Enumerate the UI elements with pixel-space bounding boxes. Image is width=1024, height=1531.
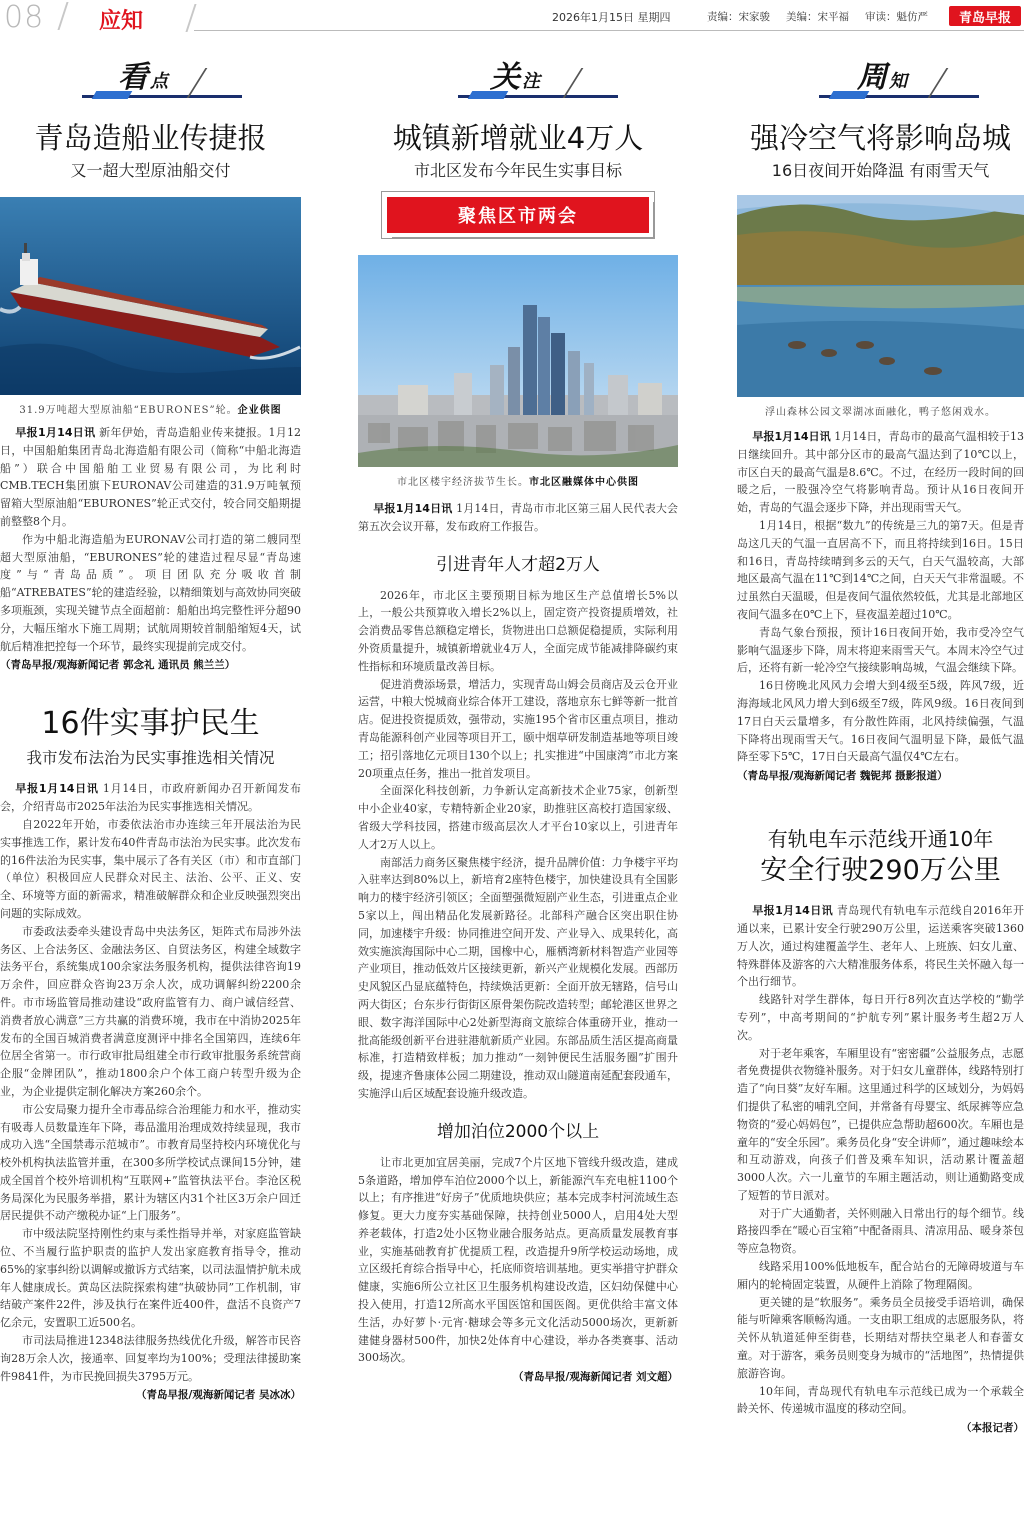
photo-caption: 31.9万吨超大型原油船“EBURONES”轮。企业供图 [19, 405, 282, 416]
paragraph: 对于广大通勤者，关怀则融入日常出行的每个细节。线路接四季在“暖心百宝箱”中配备雨具、清凉用品、暖身茶包等应急物资。 [737, 1206, 1024, 1256]
byline: （本报记者） [961, 1422, 1024, 1435]
editor-credit: 审读：魁仿严 [865, 11, 928, 23]
paragraph: 2026年，市北区主要预期目标为地区生产总值增长5%以上，一般公共预算收入增长2%以上，固定资产投资提质增效，社会消费品零售总额稳定增长，货物进出口总额促稳提质，实际利用外资质量提升，城镇新增就业4万人，全面完成节能减排降碳约束性指标和环境质量改善目标。 [358, 588, 678, 673]
kicker [737, 56, 1024, 104]
paragraph: 作为中船北海造船为EURONAV公司打造的第二艘同型超大型原油船，“EBURONES”轮的建造过程尽显“青岛速度”与“青岛品质”。项目团队充分吸收首制船“ATREBATES”轮的建造经验，以精细策划与高效协同突破多项瓶颈，实现关键节点全面超前：船舶出坞完整性评分超90分，大幅压缩水下施工周期；试航周期较首制船缩短4天，试航后精准把控每一个环节，最终实现提前完成交付。 [0, 532, 301, 653]
article-body [358, 1154, 678, 1368]
header-rule [194, 30, 1024, 31]
paragraph: 线路针对学生群体，每日开行8列次直达学校的“勤学专列”，中高考期间的“护航专列”累计服务考生超2万人次。 [737, 993, 1024, 1042]
headline: 青岛造船业传捷报 [34, 121, 267, 155]
kicker-slash [563, 68, 584, 98]
kicker [0, 56, 301, 104]
paragraph: 促进消费添场景，增活力，实现青岛山姆会员商店及云仓开业运营，中粮大悦城商业综合体开工建设，落地京东七鲜等新一批首店。促进投资提质效，强带动，实施195个省市区重点项目，推动青岛能源科创产业园等项目开工，颐中烟草研发制造基地等项目竣工；招引落地亿元项目130个以上；扎实推进“中国康湾”市北方案20项重点任务，推出一批首发项目。 [358, 677, 678, 780]
dateline: 早报1月14日讯 [15, 426, 96, 439]
header-divider [185, 4, 196, 32]
subheadline: 市北区发布今年民生实事目标 [413, 161, 622, 180]
paragraph: 市委政法委牵头建设青岛中央法务区，矩阵式布局涉外法务区、上合法务区、金融法务区、自贸法务区，构建全域数字法务平台，系统集成100余家法务服务机构，提供法律咨询19万余件，回应群众咨询23万余人次，成功调解纠纷2200余件。市市场监管局推动建设“政府监管有力、商户诚信经营、消费者放心满意”三方共赢的消费环境，我市在中消协2025年发布的全国百城消费者满意度测评中排名全国第四，连续6年位居全省第一。市行政审批局组建全市行政审批服务系统营商企服“金牌团队”，推动1800余户个体工商户转型升级为企业，为企业提供定制化解决方案260余个。 [0, 924, 301, 1098]
paragraph: 全面深化科技创新，力争新认定高新技术企业75家，创新型中小企业40家，专精特新企业20家，助推驻区高校打造国家级、省级大学科技园，搭建市级高层次人才平台10家以上，引进青年人才2万人以上。 [358, 784, 678, 851]
byline: （青岛早报/观海新闻记者 吴冰冰） [136, 1389, 301, 1402]
article-body: 早报1月14日讯 1月14日，青岛市市北区第三届人民代表大会第五次会议开幕，发布政府工作报告。 [358, 502, 679, 533]
subheadline: 又一超大型原油船交付 [70, 161, 231, 180]
dateline: 早报1月14日讯 [15, 782, 99, 796]
dateline: 早报1月14日讯 [752, 430, 831, 443]
column-right [737, 56, 1024, 1435]
section-subheading: 引进青年人才超2万人 [436, 554, 600, 575]
column-left [0, 56, 301, 1402]
kicker-text: 关注 [490, 60, 540, 95]
paragraph: 线路采用100%低地板车，配合站台的无障碍坡道与车厢内的轮椅固定装置，从硬件上消除了物理隔阂。 [737, 1260, 1024, 1291]
byline: （青岛早报/观海新闻记者 郭念礼 通讯员 熊兰兰） [0, 659, 236, 672]
section-subheading: 增加泊位2000个以上 [436, 1121, 600, 1142]
paragraph: 青岛气象台预报，预计16日夜间开始，我市受冷空气影响气温逐步下降，周末将迎来雨雪天气。本周末冷空气过后，还将有新一轮冷空气接续影响岛城，气温会继续下降。 [737, 625, 1024, 675]
dateline: 早报1月14日讯 [373, 502, 453, 515]
editor-credit: 责编：宋家骏 [707, 11, 770, 23]
tram-story-head [737, 823, 1024, 888]
paragraph: 10年间，青岛现代有轨电车示范线已成为一个承载全龄关怀、传递城市温度的移动空间。 [737, 1384, 1024, 1416]
headline: 安全行驶290万公里 [760, 855, 1001, 887]
paragraph: 对于老年乘客，车厢里设有“密密疆”公益服务点，志愿者免费提供衣物缝补服务。对于妇女儿童群体，线路特别打造了“向日葵”友好车厢。这里通过科学的区域划分，为妈妈们提供了私密的哺乳空间，并常备有母婴宝、纸尿裤等应急物资的“爱心妈妈包”，已提供应急帮助超600次。车厢也是童年的“安全乐园”。乘务员化身“安全讲师”，通过趣味绘本和互动游戏，向孩子们普及乘车知识，活动累计覆盖超3000人次。六一儿童节的车厢主题活动，则让通勤路变成了短暂的节日派对。 [737, 1046, 1024, 1202]
byline: （青岛早报/观海新闻记者 刘文超） [513, 1371, 678, 1384]
paragraph: 市公安局聚力提升全市毒品综合治理能力和水平，推动实有吸毒人员数量连年下降，毒品滥用治理成效持续显现，我市成功入选“全国禁毒示范城市”。市教育局坚持校内环境优化与校外机构执法监管并重，在300多所学校试点课间15分钟，建成全国首个校外培训机构“互联网+”监管执法平台。李沧区税务局深化为民服务举措，累计为辖区内31个社区3万余户回迁居民提供不动产缴税办证“上门服务”。 [0, 1102, 301, 1223]
article-body: 早报1月14日讯 1月14日，市政府新闻办召开新闻发布会，介绍青岛市2025年法治为民实事推选相关情况。 自2022年开始，市委依法治市办连续三年开展法治为民实事推选工作，累计发布40件青岛市法治为民实事。此次发布的16件法治为民实事，集中展示了各有关区（市）和市直部门（单位）积极回应人民群众对民主、法治、公平、正义、安全、环境等方面的新需求，精准破解群众和企业反映强烈突出问题的实际成效。 市委政法委牵头建设青岛中央法务区，矩阵式布局涉外法务区、上合法务区、金融法务区、自贸法务区，构建全域数字法务平台，系统集成100余家法务服务机构，提供法律咨询19万余件，回应群众咨询23万余人次，成功调解纠纷2200余件。市市场监管局推动建设“政府监管有力、商户诚信经营、消费者放心满意”三方共赢的消费环境，我市在中消协2025年发布的全国百城消费者满意度测评中排名全国第四，连续6年位居全省第一。市行政审批局组建全市行政审批服务系统营商企服“金牌团队”，推动1800余户个体工商户转型升级为企业，为企业提供定制化解决方案260余个。 市公安局聚力提升全市毒品综合治理能力和水平，推动实有吸毒人员数量连年下降，毒品滥用治理成效持续显现，我市成功入选“全国禁毒示范城市”。市教育局坚持校内环境优化与校外机构执法监管并重，在300多所学校试点课间15分钟，建成全国首个校外培训机构“互联网+”监管执法平台。李沧区税务局深化为民服务举措，累计为辖区内31个社区3万余户回迁居民提供不动产缴税办证“上门服务”。 市中级法院坚持刚性约束与柔性指导并举，对家庭监管缺位、不当履行监护职责的监护人发出家庭教育指导令，推动65%的家事纠纷以调解或撤诉方式结案，以司法温情护航未成年人健康成长。黄岛区法院探索构建“执破协同”工作机制，审结破产案件22件，涉及执行在案件近400件，盘活不良资产7亿余元，安置职工近500名。 市司法局推进12348法律服务热线优化升级，解答市民咨询28万余人次，接通率、回复率均为100%；受理法律援助案件9841件，为市民挽回损失3795万元。 [0, 780, 301, 1385]
article-body: 早报1月14日讯 新年伊始，青岛造船业传来捷报。1月12日，中国船舶集团青岛北海造船有限公司（简称“中船北海造船”）联合中国船舶工业贸易有限公司，为比利时CMB.TECH集团旗下EURONAV公司建造的31.9万吨氧预留箱大型原油船“EBURONES”轮正式交付，较合同交船期提前整整8个月。 作为中船北海造船为EURONAV公司打造的第二艘同型超大型原油船，“EBURONES”轮的建造过程尽显“青岛速度”与“青岛品质”。项目团队充分吸收首制船“ATREBATES”轮的建造经验，以精细策划与高效协同突破多项瓶颈，实现关键节点全面超前：船舶出坞完整性评分超90分，大幅压缩水下施工周期；试航周期较首制船缩短4天，试航后精准把控每一个环节，最终实现提前完成交付。 [0, 424, 301, 655]
photo-caption: 市北区楼宇经济拔节生长。市北区融媒体中心供图 [397, 477, 639, 488]
headline-top: 有轨电车示范线开通10年 [767, 827, 994, 852]
paragraph: 市中级法院坚持刚性约束与柔性指导并举，对家庭监管缺位、不当履行监护职责的监护人发出家庭教育指导令，推动65%的家事纠纷以调解或撤诉方式结案，以司法温情护航未成年人健康成长。黄岛区法院探索构建“执破协同”工作机制，审结破产案件22件，涉及执行在案件近400件，盘活不良资产7亿余元，安置职工近500名。 [0, 1227, 301, 1330]
editor-credit: 美编：宋平福 [786, 11, 849, 23]
headline: 16件实事护民生 [41, 706, 260, 742]
header-divider [57, 2, 68, 30]
dateline: 早报1月14日讯 [752, 904, 833, 918]
editor-credits [707, 9, 928, 24]
article-body [358, 587, 678, 1103]
newspaper-logo: 青岛早报 [949, 6, 1021, 26]
issue-date: 2026年1月15日 星期四 [552, 11, 671, 24]
headline: 强冷空气将影响岛城 [749, 121, 1011, 155]
kicker [358, 56, 678, 104]
subheadline: 我市发布法治为民实事推选相关情况 [26, 749, 275, 768]
subheadline: 16日夜间开始降温 有雨雪天气 [771, 161, 990, 180]
paragraph: 16日傍晚北风风力会增大到4级至5级，阵风7级，近海海域北风风力增大到6级至7级，阵风9级。16日夜间到17日白天云量增多，有分散性阵雨，北风持续偏强，气温下降将出现雨雪天气。16日夜间气温明显下降，最低气温降至零下5℃，17日白天最高气温仅4℃左右。 [737, 679, 1024, 764]
photo-caption: 浮山森林公园文翠湖冰面融化，鸭子悠闲戏水。 [765, 407, 996, 418]
page-number: 08 [4, 0, 45, 35]
paragraph: 市司法局推进12348法律服务热线优化升级，解答市民咨询28万余人次，接通率、回复率均为100%；受理法律援助案件9841件，为市民挽回损失3795万元。 [0, 1334, 301, 1383]
kicker-slash [928, 68, 949, 98]
section-name: 应知 [99, 9, 144, 34]
kicker-slash [187, 68, 208, 98]
paragraph: 1月14日，根据“数九”的传统是三九的第7天。但是青岛这几天的气温一直居高不下，而且将持续到16日。15日和16日，青岛持续晴到多云的天气，白天气温较高，大部地区最高气温在11℃到14℃之间，白天天气非常温暖。不过虽然白天温暖，但是夜间气温依然较低，尤其是北部地区夜间气温多在0℃上下，昼夜温差超过10℃。 [737, 518, 1024, 621]
paragraph: 南部活力商务区聚焦楼宇经济，提升品牌价值：力争楼宇平均入驻率达到80%以上，新培育2座特色楼宇，加快建设具有全国影响力的楼宇经济引领区；全面塑强微短剧产业生态，引进重点企业5家以上，闯出精品化发展新路径。北部科产融合区突出职住协同，加速楼宇升级：协同推进空间开发、产业导入、成果转化，高效实施滨海国际中心二期，国橡中心，雁栖湾新材料智造产业园等产业项目，推动低效片区接续更新，新兴产业规模化发展。西部历史风貌区凸显底蕴特色，持续焕活更新：全面开放无辖路，信号山两大街区；台东步行街街区原骨架伤院改造转型；邮轮港区世界之眼、数字海洋国际中心2处新型海商文旅综合体重磅开业，推动一批高能级创新平台进驻港航新质产业园。东部品质生活区提高商量标准，打造精致样板；加力推动“一刻钟便民生活服务圈”扩围升级，提速齐鲁康体公园二期建设，推动双山隧道南延配套段通车，实施浮山后区域配套设施升级改造。 [358, 855, 678, 1100]
kicker-text: 周知 [857, 60, 907, 95]
tanker-photo [0, 197, 301, 395]
paragraph: 让市北更加宜居美丽，完成7个片区地下管线升级改造，建成5条道路，增加停车泊位2000个以上，新能源汽车充电桩1100个以上；有序推进“好房子”优质地块供应；基本完成李村河流域生态修复。更大力度夯实基础保障，扶持创业5000人，启用4处大型养老载体，打造2处小区物业融合服务站点。更高质量发展教育事业，实施基础教育扩优提质工程，改造提升9所学校运动场地，成立区级托育综合指导中心，托底师资培训基地。更实举措守护群众健康，实施6所公立社区卫生服务机构建设改造，区妇幼保健中心投入使用，打造12所高水平国医馆和国医阁。更优供给丰富文体生活，办好萝卜·元宵·糖球会等多元文化活动5000场次，更新新建健身器材500件，加快2处体育中心建设，举办各类赛事、活动300场次。 [358, 1155, 678, 1365]
page-header [0, 0, 1024, 34]
byline: （青岛早报/观海新闻记者 魏铌邦 摄影报道） [737, 770, 948, 783]
column-middle [358, 56, 678, 1384]
headline: 城镇新增就业4万人 [392, 121, 644, 155]
lake-photo [737, 195, 1024, 397]
paragraph: 更关键的是“软服务”。乘务员全员接受手语培训，确保能与听障乘客顺畅沟通。一支由职工组成的志愿服务队，将关怀从轨道延伸至街巷，长期结对帮扶空巢老人和春蕾女童。对于游客，乘务员则变身为城市的“活地图”，热情提供旅游咨询。 [737, 1295, 1024, 1380]
paragraph: 自2022年开始，市委依法治市办连续三年开展法治为民实事推选工作，累计发布40件青岛市法治为民实事。此次发布的16件法治为民实事，集中展示了各有关区（市）和市直部门（单位）积极回应人民群众对民主、法治、公平、正义、安全、环境等方面的新需求，精准破解群众和企业反映强烈突出问题的实际成效。 [0, 817, 301, 920]
skyline-photo [358, 255, 678, 467]
article-body: 早报1月14日讯 青岛现代有轨电车示范线自2016年开通以来，已累计安全行驶290万公里，运送乘客突破1360万人次，通过构建覆盖学生、老年人、上班族、妇女儿童、特殊群体及游客的六大精准服务体系，将民生关怀融入每一个出行细节。 线路针对学生群体，每日开行8列次直达学校的“勤学专列”，中高考期间的“护航专列”累计服务考生超2万人次。 对于老年乘客，车厢里设有“密密疆”公益服务点，志愿者免费提供衣物缝补服务。对于妇女儿童群体，线路特别打造了“向日葵”友好车厢。这里通过科学的区域划分，为妈妈们提供了私密的哺乳空间，并常备有母婴宝、纸尿裤等应急物资的“爱心妈妈包”，已提供应急帮助超600次。车厢也是童年的“安全乐园”。乘务员化身“安全讲师”，通过趣味绘本和互动游戏，向孩子们普及乘车知识，活动累计覆盖超3000人次。六一儿童节的车厢主题活动，则让通勤路变成了短暂的节日派对。 对于广大通勤者，关怀则融入日常出行的每个细节。线路接四季在“暖心百宝箱”中配备雨具、清凉用品、暖身茶包等应急物资。 线路采用100%低地板车，配合站台的无障碍坡道与车厢内的轮椅固定装置，从硬件上消除了物理隔阂。 更关键的是“软服务”。乘务员全员接受手语培训，确保能与听障乘客顺畅沟通。一支由职工组成的志愿服务队，将关怀从轨道延伸至街巷，长期结对帮扶空巢老人和春蕾女童。对于游客，乘务员则变身为城市的“活地图”，热情提供旅游咨询。 10年间，青岛现代有轨电车示范线已成为一个承载全龄关怀、传递城市温度的移动空间。 [737, 902, 1024, 1418]
topic-banner: 聚焦区市两会 [387, 197, 649, 233]
kicker-text: 看点 [118, 60, 168, 95]
article-body: 早报1月14日讯 1月14日，青岛市的最高气温相较于13日继续回升。其中部分区市的最高气温达到了10℃以上，市区白天的最高气温是8.6℃。不过，在经历一段时间的回暖之后，一股强冷空气将影响青岛。预计从16日夜间开始，青岛的气温会逐步下降，并出现雨雪天气。 1月14日，根据“数九”的传统是三九的第7天。但是青岛这几天的气温一直居高不下，而且将持续到16日。15日和16日，青岛持续晴到多云的天气，白天气温较高，大部地区最高气温在11℃到14℃之间，白天天气非常温暖。不过虽然白天温暖，但是夜间气温依然较低，尤其是北部地区夜间气温多在0℃上下，昼夜温差超过10℃。 青岛气象台预报，预计16日夜间开始，我市受冷空气影响气温逐步下降，周末将迎来雨雪天气。本周末冷空气过后，还将有新一轮冷空气接续影响岛城，气温会继续下降。 16日傍晚北风风力会增大到4级至5级，阵风7级，近海海域北风风力增大到6级至7级，阵风9级。16日夜间到17日白天云量增多，有分散性阵雨，北风持续偏强，气温下降将出现雨雪天气。16日夜间气温明显下降，最低气温降至零下5℃，17日白天最高气温仅4℃左右。 [737, 428, 1024, 766]
